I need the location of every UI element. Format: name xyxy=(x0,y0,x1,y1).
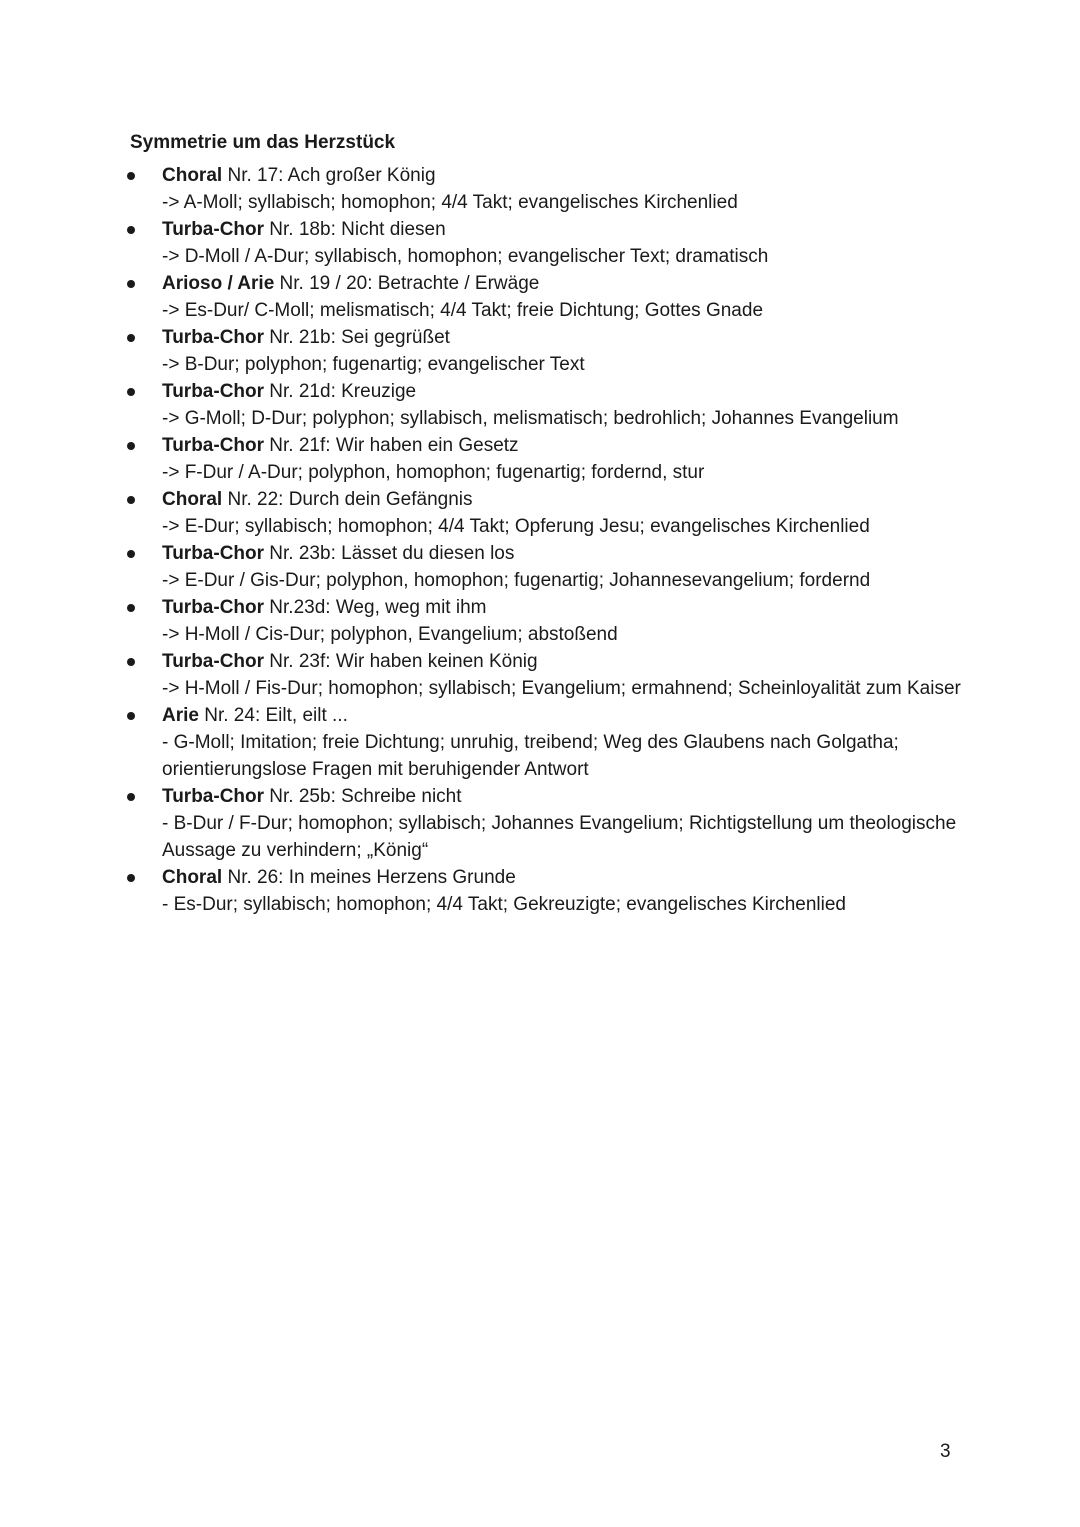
movement-detail: - G-Moll; Imitation; freie Dichtung; unruhig, treibend; Weg des Glaubens nach Golgatha; orientierungslose Fragen mit beruhigender Antwort xyxy=(162,732,899,780)
list-item xyxy=(124,432,964,486)
bullet-icon xyxy=(127,658,135,666)
movement-detail: -> E-Dur / Gis-Dur; polyphon, homophon; fugenartig; Johannesevangelium; fordernd xyxy=(162,570,871,591)
movement-detail: -> H-Moll / Cis-Dur; polyphon, Evangelium; abstoßend xyxy=(162,624,618,645)
item-title-line xyxy=(162,378,964,405)
movement-detail: -> G-Moll; D-Dur; polyphon; syllabisch, melismatisch; bedrohlich; Johannes Evangelium xyxy=(162,408,899,429)
movement-type: Arie xyxy=(162,705,199,726)
item-title-line xyxy=(162,648,964,675)
list-item xyxy=(124,594,964,648)
movement-type: Turba-Chor xyxy=(162,381,265,402)
movement-type: Turba-Chor xyxy=(162,219,265,240)
movement-detail: - B-Dur / F-Dur; homophon; syllabisch; Johannes Evangelium; Richtigstellung um theologische Aussage zu verhindern; „König“ xyxy=(162,813,957,861)
list-item xyxy=(124,864,964,918)
section-heading: Symmetrie um das Herzstück xyxy=(130,132,396,153)
movement-detail: -> Es-Dur/ C-Moll; melismatisch; 4/4 Takt; freie Dichtung; Gottes Gnade xyxy=(162,300,764,321)
list-item xyxy=(124,216,964,270)
list-item xyxy=(124,270,964,324)
list-item xyxy=(124,702,964,783)
bullet-icon xyxy=(127,172,135,180)
bullet-icon xyxy=(127,793,135,801)
item-title-line xyxy=(162,432,964,459)
item-title-line xyxy=(162,594,964,621)
movement-type: Turba-Chor xyxy=(162,327,265,348)
movement-title: Nr. 22: Durch dein Gefängnis xyxy=(222,489,473,510)
movement-title: Nr. 21f: Wir haben ein Gesetz xyxy=(264,435,519,456)
list-item xyxy=(124,324,964,378)
movement-detail: -> E-Dur; syllabisch; homophon; 4/4 Takt; Opferung Jesu; evangelisches Kirchenlied xyxy=(162,516,870,537)
movement-detail: -> F-Dur / A-Dur; polyphon, homophon; fugenartig; fordernd, stur xyxy=(162,462,705,483)
item-title-line xyxy=(162,702,964,729)
movement-title: Nr.23d: Weg, weg mit ihm xyxy=(264,597,487,618)
movement-title: Nr. 23f: Wir haben keinen König xyxy=(264,651,538,672)
movement-title: Nr. 17: Ach großer König xyxy=(222,165,436,186)
item-title-line xyxy=(162,270,964,297)
list-item xyxy=(124,540,964,594)
bullet-icon xyxy=(127,280,135,288)
bullet-icon xyxy=(127,388,135,396)
movement-type: Turba-Chor xyxy=(162,786,265,807)
list-item xyxy=(124,648,964,702)
bullet-icon xyxy=(127,712,135,720)
bullet-icon xyxy=(127,226,135,234)
movement-type: Turba-Chor xyxy=(162,435,265,456)
movement-title: Nr. 26: In meines Herzens Grunde xyxy=(222,867,516,888)
movement-detail: -> B-Dur; polyphon; fugenartig; evangelischer Text xyxy=(162,354,585,375)
bullet-icon xyxy=(127,496,135,504)
movement-title: Nr. 23b: Lässet du diesen los xyxy=(264,543,515,564)
movement-type: Turba-Chor xyxy=(162,543,265,564)
movement-type: Arioso / Arie xyxy=(162,273,275,294)
movement-title: Nr. 18b: Nicht diesen xyxy=(264,219,446,240)
bullet-icon xyxy=(127,442,135,450)
bullet-icon xyxy=(127,550,135,558)
item-title-line xyxy=(162,486,964,513)
list-item xyxy=(124,486,964,540)
movement-type: Choral xyxy=(162,489,223,510)
item-title-line xyxy=(162,324,964,351)
movement-list xyxy=(124,162,964,918)
item-title-line xyxy=(162,783,964,810)
bullet-icon xyxy=(127,334,135,342)
movement-type: Choral xyxy=(162,165,223,186)
item-title-line xyxy=(162,864,964,891)
item-title-line xyxy=(162,216,964,243)
movement-title: Nr. 21b: Sei gegrüßet xyxy=(264,327,450,348)
movement-detail: - Es-Dur; syllabisch; homophon; 4/4 Takt; Gekreuzigte; evangelisches Kirchenlied xyxy=(162,894,846,915)
movement-title: Nr. 24: Eilt, eilt ... xyxy=(198,705,348,726)
list-item xyxy=(124,783,964,864)
movement-title: Nr. 25b: Schreibe nicht xyxy=(264,786,462,807)
movement-title: Nr. 19 / 20: Betrachte / Erwäge xyxy=(274,273,540,294)
movement-type: Turba-Chor xyxy=(162,651,265,672)
bullet-icon xyxy=(127,604,135,612)
list-item xyxy=(124,162,964,216)
movement-type: Turba-Chor xyxy=(162,597,265,618)
movement-type: Choral xyxy=(162,867,223,888)
bullet-icon xyxy=(127,874,135,882)
movement-detail: -> A-Moll; syllabisch; homophon; 4/4 Takt; evangelisches Kirchenlied xyxy=(162,192,738,213)
movement-detail: -> H-Moll / Fis-Dur; homophon; syllabisch; Evangelium; ermahnend; Scheinloyalität zum Kaiser xyxy=(162,678,961,699)
item-title-line xyxy=(162,162,964,189)
item-title-line xyxy=(162,540,964,567)
movement-detail: -> D-Moll / A-Dur; syllabisch, homophon; evangelischer Text; dramatisch xyxy=(162,246,769,267)
list-item xyxy=(124,378,964,432)
page-number: 3 xyxy=(940,1441,951,1462)
movement-title: Nr. 21d: Kreuzige xyxy=(264,381,417,402)
